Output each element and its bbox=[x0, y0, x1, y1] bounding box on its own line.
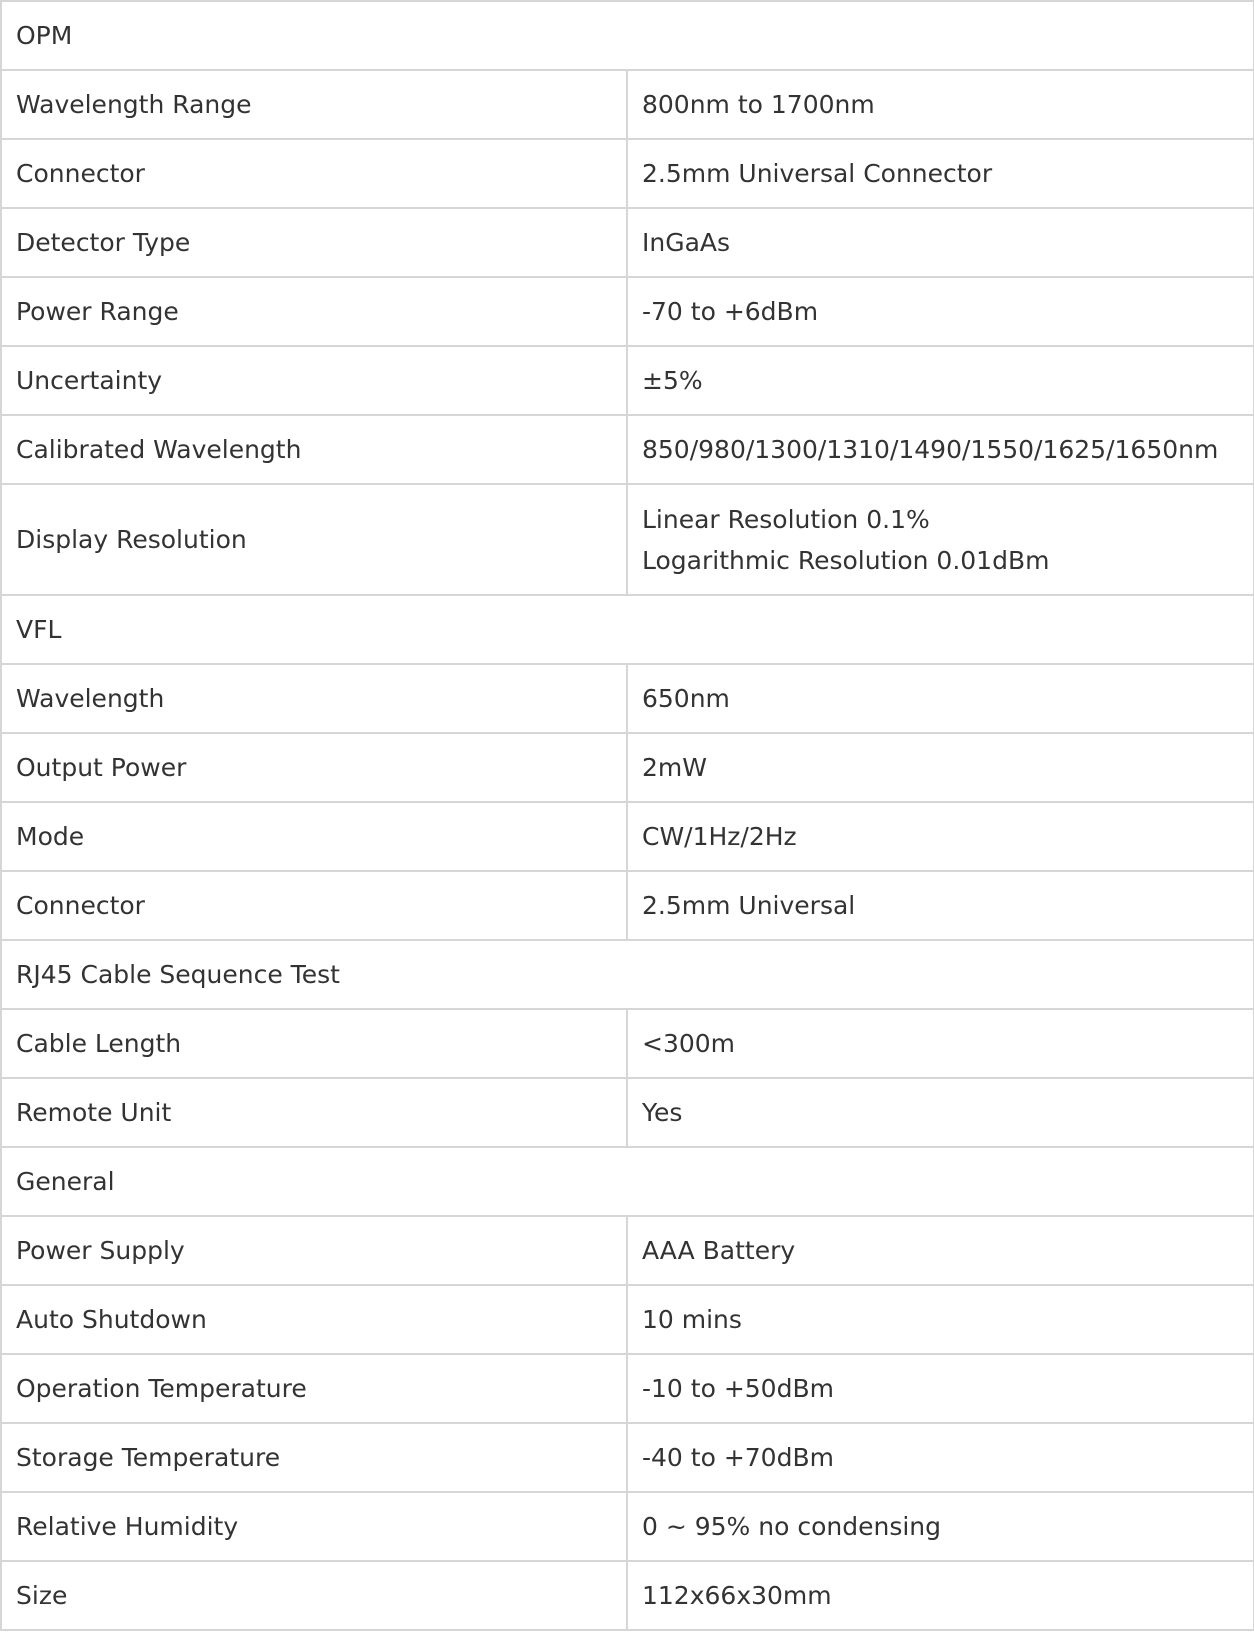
spec-label: Auto Shutdown bbox=[1, 1285, 627, 1354]
table-row bbox=[1, 346, 1254, 415]
spec-value bbox=[627, 1492, 1254, 1561]
spec-value-line: -40 to +70dBm bbox=[642, 1443, 834, 1472]
spec-value-line: -10 to +50dBm bbox=[642, 1374, 834, 1403]
section-header-row bbox=[1, 1, 1254, 70]
spec-value-line: 112x66x30mm bbox=[642, 1581, 832, 1610]
table-row bbox=[1, 208, 1254, 277]
table-row bbox=[1, 1354, 1254, 1423]
spec-value-line: Linear Resolution 0.1% bbox=[642, 504, 930, 534]
table-row bbox=[1, 139, 1254, 208]
spec-label: Output Power bbox=[1, 733, 627, 802]
table-row bbox=[1, 1492, 1254, 1561]
spec-value bbox=[627, 664, 1254, 733]
table-row bbox=[1, 802, 1254, 871]
spec-label: Operation Temperature bbox=[1, 1354, 627, 1423]
spec-value-line: 850/980/1300/1310/1490/1550/1625/1650nm bbox=[642, 435, 1219, 464]
spec-value-line: 2.5mm Universal Connector bbox=[642, 159, 993, 188]
table-row bbox=[1, 1561, 1254, 1630]
table-row bbox=[1, 664, 1254, 733]
spec-value-line: CW/1Hz/2Hz bbox=[642, 822, 797, 851]
table-row bbox=[1, 1423, 1254, 1492]
spec-value bbox=[627, 346, 1254, 415]
spec-value-line: 650nm bbox=[642, 684, 730, 713]
spec-label: Power Supply bbox=[1, 1216, 627, 1285]
table-row bbox=[1, 1009, 1254, 1078]
spec-value bbox=[627, 415, 1254, 484]
spec-value-line: 0 ~ 95% no condensing bbox=[642, 1512, 942, 1541]
spec-value-line: InGaAs bbox=[642, 228, 731, 257]
spec-value-line: <300m bbox=[642, 1029, 736, 1058]
spec-value-line: Logarithmic Resolution 0.01dBm bbox=[642, 545, 1050, 575]
spec-label: Wavelength bbox=[1, 664, 627, 733]
spec-value bbox=[627, 70, 1254, 139]
section-header-row bbox=[1, 1147, 1254, 1216]
table-row bbox=[1, 484, 1254, 595]
section-title: VFL bbox=[1, 595, 1254, 664]
spec-label: Wavelength Range bbox=[1, 70, 627, 139]
section-title: OPM bbox=[1, 1, 1254, 70]
spec-label: Relative Humidity bbox=[1, 1492, 627, 1561]
section-header-row bbox=[1, 595, 1254, 664]
spec-label: Remote Unit bbox=[1, 1078, 627, 1147]
spec-value bbox=[627, 1078, 1254, 1147]
table-row bbox=[1, 1216, 1254, 1285]
spec-value-line: 2mW bbox=[642, 753, 707, 782]
spec-label: Cable Length bbox=[1, 1009, 627, 1078]
table-row bbox=[1, 1078, 1254, 1147]
spec-value bbox=[627, 733, 1254, 802]
table-row bbox=[1, 1285, 1254, 1354]
spec-value bbox=[627, 139, 1254, 208]
spec-value bbox=[627, 871, 1254, 940]
table-row bbox=[1, 733, 1254, 802]
spec-value-line: 10 mins bbox=[642, 1305, 742, 1334]
spec-value-line: Yes bbox=[642, 1098, 683, 1127]
spec-value bbox=[627, 1354, 1254, 1423]
section-title: General bbox=[1, 1147, 1254, 1216]
spec-table-body bbox=[1, 1, 1254, 1630]
spec-value-line: -70 to +6dBm bbox=[642, 297, 819, 326]
spec-label: Mode bbox=[1, 802, 627, 871]
table-row bbox=[1, 277, 1254, 346]
spec-value-line: AAA Battery bbox=[642, 1236, 796, 1265]
spec-value bbox=[627, 277, 1254, 346]
section-header-row bbox=[1, 940, 1254, 1009]
table-row bbox=[1, 871, 1254, 940]
spec-value-line: 800nm to 1700nm bbox=[642, 90, 875, 119]
section-title: RJ45 Cable Sequence Test bbox=[1, 940, 1254, 1009]
spec-label: Storage Temperature bbox=[1, 1423, 627, 1492]
table-row bbox=[1, 415, 1254, 484]
spec-label: Calibrated Wavelength bbox=[1, 415, 627, 484]
spec-label: Connector bbox=[1, 871, 627, 940]
spec-value bbox=[627, 208, 1254, 277]
table-row bbox=[1, 70, 1254, 139]
spec-label: Display Resolution bbox=[1, 484, 627, 595]
spec-label: Connector bbox=[1, 139, 627, 208]
spec-value-line: 2.5mm Universal bbox=[642, 891, 856, 920]
spec-label: Power Range bbox=[1, 277, 627, 346]
spec-value bbox=[627, 1423, 1254, 1492]
spec-value bbox=[627, 1216, 1254, 1285]
spec-value bbox=[627, 802, 1254, 871]
spec-label: Detector Type bbox=[1, 208, 627, 277]
spec-value bbox=[627, 484, 1254, 595]
spec-value bbox=[627, 1561, 1254, 1630]
spec-value bbox=[627, 1009, 1254, 1078]
spec-value-line: ±5% bbox=[642, 366, 703, 395]
spec-label: Uncertainty bbox=[1, 346, 627, 415]
spec-label: Size bbox=[1, 1561, 627, 1630]
spec-value bbox=[627, 1285, 1254, 1354]
